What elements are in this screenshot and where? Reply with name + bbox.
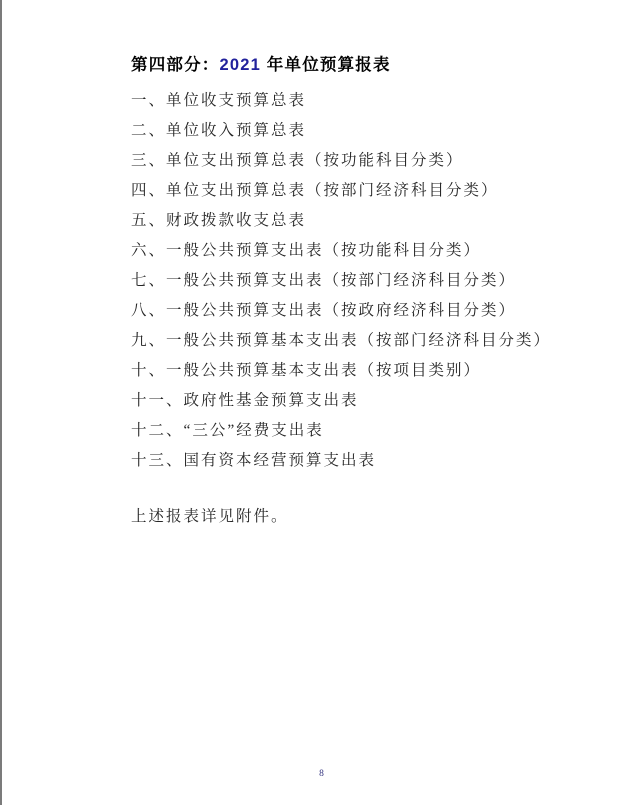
section-title-suffix: 年单位预算报表	[261, 56, 391, 74]
closing-note: 上述报表详见附件。	[131, 508, 289, 525]
section-title-year: 2021	[219, 56, 262, 74]
toc-item: 八、一般公共预算支出表（按政府经济科目分类）	[131, 302, 517, 319]
toc-item: 七、一般公共预算支出表（按部门经济科目分类）	[131, 272, 517, 289]
page-number: 8	[319, 769, 324, 779]
page-left-edge-line	[0, 0, 2, 805]
toc-item: 十一、政府性基金预算支出表	[131, 392, 359, 409]
toc-item: 四、单位支出预算总表（按部门经济科目分类）	[131, 182, 499, 199]
toc-item: 十三、国有资本经营预算支出表	[131, 452, 377, 469]
toc-item: 五、财政拨款收支总表	[131, 212, 307, 229]
toc-item: 六、一般公共预算支出表（按功能科目分类）	[131, 242, 482, 259]
section-title-prefix: 第四部分：	[131, 56, 220, 74]
toc-list	[131, 86, 551, 476]
toc-item: 九、一般公共预算基本支出表（按部门经济科目分类）	[131, 332, 552, 349]
section-title	[131, 51, 391, 75]
toc-item: 一、单位收支预算总表	[131, 92, 307, 109]
toc-item: 十二、“三公”经费支出表	[131, 422, 324, 439]
toc-item: 十、一般公共预算基本支出表（按项目类别）	[131, 362, 482, 379]
toc-item: 三、单位支出预算总表（按功能科目分类）	[131, 152, 464, 169]
toc-item: 二、单位收入预算总表	[131, 122, 307, 139]
